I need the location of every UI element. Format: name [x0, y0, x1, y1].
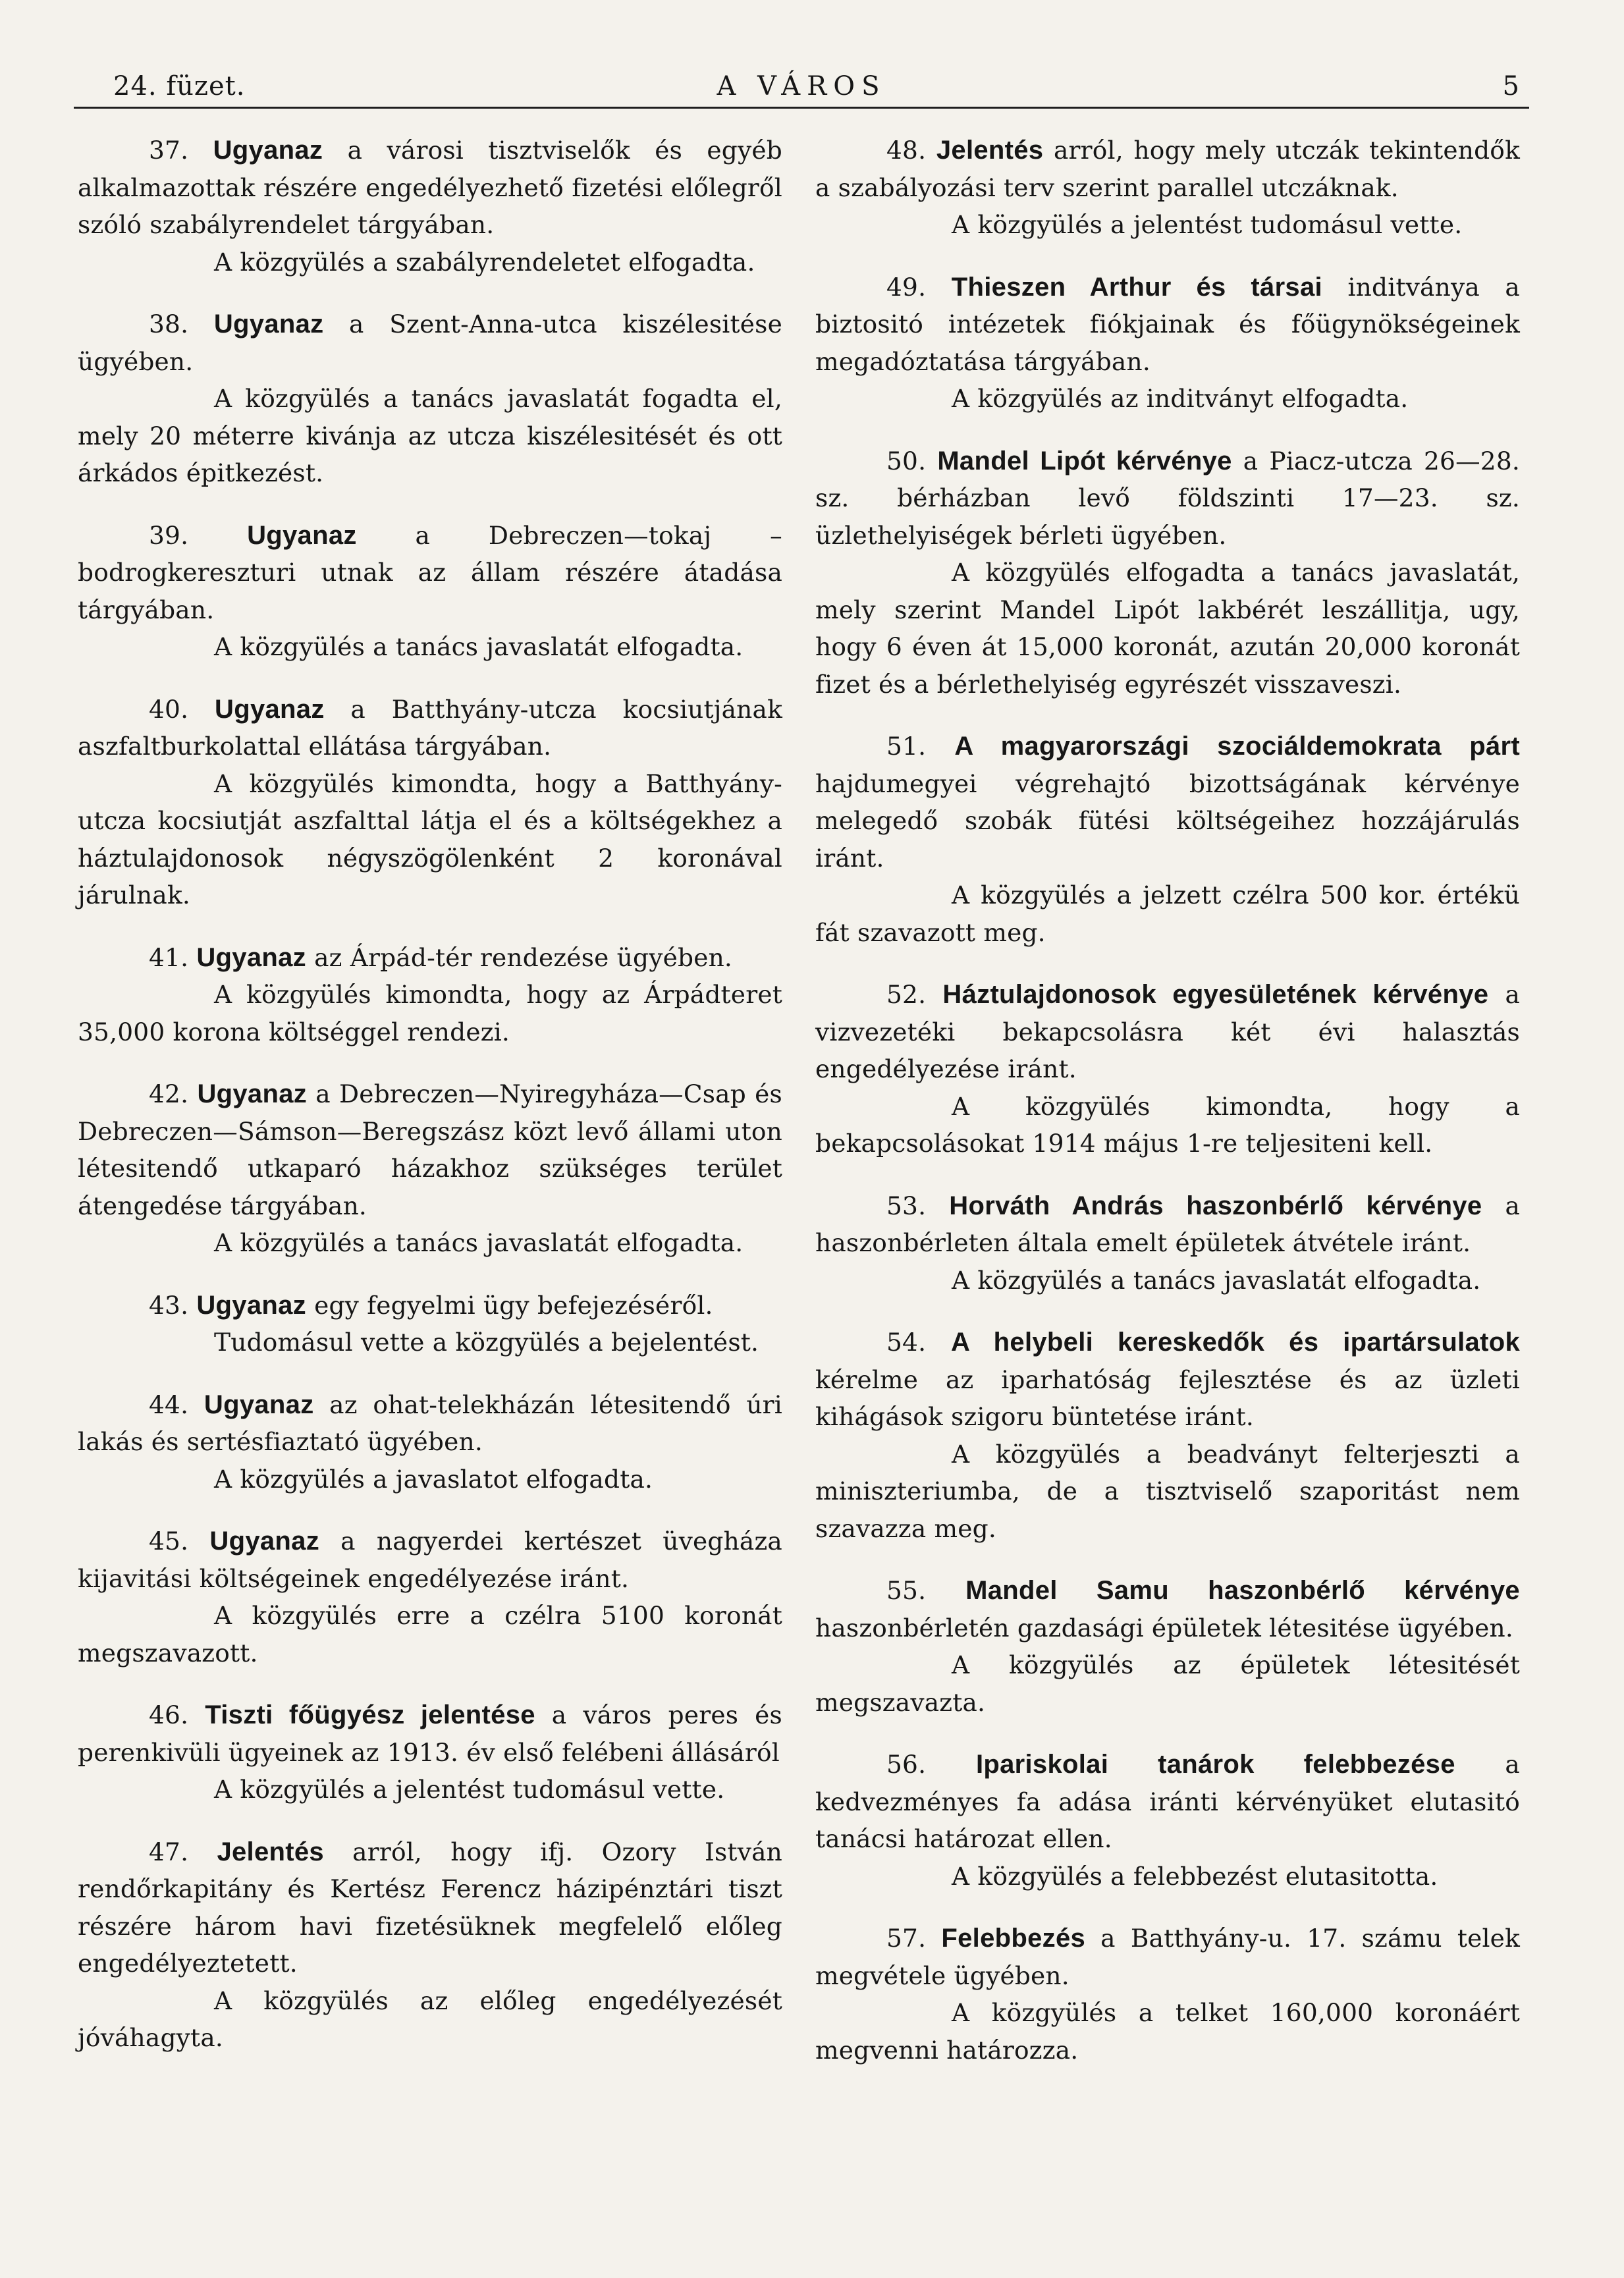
item-keyword: Ipariskolai tanárok felebbezése	[975, 1750, 1455, 1779]
item-keyword: Ugyanaz	[197, 1079, 308, 1108]
item-resolution: A közgyülés a jelentést tudomásul vette.	[952, 210, 1463, 239]
item-text: 48. Jelentés arról, hogy mely utczák tekintendők a szabályozási terv szerint parallel utczáknak.	[815, 136, 1521, 202]
item-text: 55. Mandel Samu haszonbérlő kérvénye haszonbérletén gazdasági épületek létesitése ügyében.	[815, 1576, 1520, 1642]
item-resolution: A közgyülés a tanács javaslatát elfogadta.	[214, 1228, 744, 1257]
item-text: 49. Thieszen Arthur és társai inditványa a biztositó intézetek fiókjainak és főügynökségeinek megadóztatása tárgyában.	[815, 272, 1520, 376]
item-text: 39. Ugyanaz a Debreczen—tokaj – bodrogkereszturi utnak az állam részére átadása tárgyában.	[78, 520, 782, 624]
item-keyword: Ugyanaz	[196, 942, 306, 972]
item-resolution: A közgyülés az előleg engedélyezését jóváhagyta.	[78, 1986, 782, 2052]
journal-title: A VÁROS	[717, 71, 886, 101]
item-resolution: A közgyülés a szabályrendeletet elfogadta.	[214, 247, 755, 277]
item-keyword: Tiszti főügyész jelentése	[205, 1700, 535, 1729]
agenda-item	[815, 132, 1520, 244]
agenda-item	[815, 976, 1520, 1162]
item-resolution: A közgyülés a javaslatot elfogadta.	[214, 1464, 653, 1494]
item-keyword: Ugyanaz	[247, 520, 357, 550]
item-resolution: A közgyülés az épületek létesitését megszavazta.	[815, 1650, 1520, 1717]
item-resolution: A közgyülés a felebbezést elutasitotta.	[952, 1861, 1438, 1891]
agenda-item	[815, 1324, 1520, 1547]
item-resolution: A közgyülés erre a czélra 5100 koronát megszavazott.	[78, 1601, 782, 1668]
left-column	[78, 132, 782, 2082]
agenda-item	[78, 1386, 782, 1498]
item-text: 44. Ugyanaz az ohat-telekházán létesitendő úri lakás és sertésfiaztató ügyében.	[78, 1390, 782, 1456]
item-text: 40. Ugyanaz a Batthyány-utcza kocsiutjának aszfaltburkolattal ellátása tárgyában.	[78, 694, 782, 761]
agenda-item	[78, 132, 782, 281]
right-column	[815, 132, 1520, 2094]
item-text: 37. Ugyanaz a városi tisztviselők és egyéb alkalmazottak részére engedélyezhető fizetési előlegről szóló szabályrendelet tárgyában.	[78, 136, 782, 239]
agenda-item	[78, 1075, 782, 1262]
item-resolution: A közgyülés az inditványt elfogadta.	[952, 384, 1409, 413]
page-number: 5	[1502, 71, 1520, 101]
item-keyword: Mandel Samu haszonbérlő kérvénye	[965, 1576, 1520, 1605]
item-keyword: Felebbezés	[941, 1924, 1086, 1953]
item-text: 43. Ugyanaz egy fegyelmi ügy befejezéséről.	[149, 1290, 713, 1320]
item-resolution: A közgyülés a tanács javaslatát elfogadta.	[214, 632, 744, 661]
item-text: 54. A helybeli kereskedők és ipartársulatok kérelme az iparhatóság fejlesztése és az üzleti kihágások szigoru büntetése iránt.	[815, 1328, 1520, 1431]
item-keyword: Jelentés	[217, 1837, 324, 1866]
item-keyword: Thieszen Arthur és társai	[951, 272, 1322, 302]
item-text: 50. Mandel Lipót kérvénye a Piacz-utcza 26—28. sz. bérházban levő földszinti 17—23. sz. üzlethelyiségek bérleti ügyében.	[815, 446, 1521, 550]
item-text: 52. Háztulajdonosok egyesületének kérvénye a vizvezetéki bekapcsolásra két évi halasztás engedélyezése iránt.	[815, 980, 1521, 1083]
item-keyword: Háztulajdonosok egyesületének kérvénye	[942, 980, 1489, 1009]
item-text: 47. Jelentés arról, hogy ifj. Ozory István rendőrkapitány és Kertész Ferencz házipénztári tiszt részére három havi fizetésüknek megfelelő előleg engedélyeztetett.	[78, 1837, 782, 1978]
item-text: 57. Felebbezés a Batthyány-u. 17. számu telek megvétele ügyében.	[815, 1924, 1520, 1990]
item-keyword: Ugyanaz	[215, 694, 325, 724]
item-resolution: A közgyülés kimondta, hogy az Árpádteret 35,000 korona költséggel rendezi.	[78, 980, 782, 1046]
item-resolution: A közgyülés elfogadta a tanács javaslatát, mely szerint Mandel Lipót lakbérét leszállitja, ugy, hogy 6 éven át 15,000 koronát, azután 20,000 koronát fizet és a bérlethelyiség egyrészét visszaveszi.	[815, 558, 1520, 699]
agenda-item	[815, 1920, 1520, 2069]
item-text: 46. Tiszti főügyész jelentése a város peres és perenkivüli ügyeinek az 1913. év első felébeni állásáról	[78, 1700, 782, 1767]
agenda-item	[815, 443, 1520, 703]
agenda-item	[815, 269, 1520, 418]
agenda-item	[78, 1696, 782, 1808]
agenda-item	[78, 306, 782, 492]
item-text: 38. Ugyanaz a Szent-Anna-utca kiszélesitése ügyében.	[78, 310, 782, 376]
item-keyword: Ugyanaz	[209, 1527, 320, 1556]
agenda-item	[78, 691, 782, 914]
item-keyword: Jelentés	[936, 136, 1044, 165]
item-text: 56. Ipariskolai tanárok felebbezése a kedvezményes fa adása iránti kérvényüket elutasitó tanácsi határozat ellen.	[815, 1750, 1520, 1853]
agenda-item	[78, 1833, 782, 2057]
item-resolution: Tudomásul vette a közgyülés a bejelentést.	[214, 1328, 759, 1357]
item-resolution: A közgyülés kimondta, hogy a Batthyány-utcza kocsiutját aszfalttal látja el és a költségekhez a háztulajdonosok négyszögölenként 2 koronával járulnak.	[78, 769, 782, 909]
agenda-item	[78, 939, 782, 1051]
item-resolution: A közgyülés a tanács javaslatát elfogadta.	[952, 1265, 1481, 1295]
item-resolution: A közgyülés a beadványt felterjeszti a miniszteriumba, de a tisztviselő szaporitást nem szavazza meg.	[815, 1439, 1520, 1543]
item-keyword: Ugyanaz	[213, 136, 323, 165]
agenda-item	[815, 1187, 1520, 1299]
issue-label: 24. füzet.	[113, 71, 246, 101]
item-resolution: A közgyülés a telket 160,000 koronáért megvenni határozza.	[815, 1998, 1520, 2065]
item-keyword: Horváth András haszonbérlő kérvénye	[949, 1191, 1482, 1220]
item-text: 51. A magyarországi szociáldemokrata párt hajdumegyei végrehajtó bizottságának kérvénye melegedő szobák fütési költségeihez hozzájárulás iránt.	[815, 732, 1520, 873]
item-resolution: A közgyülés a jelentést tudomásul vette.	[214, 1775, 725, 1804]
agenda-item	[78, 517, 782, 666]
item-text: 53. Horváth András haszonbérlő kérvénye a haszonbérleten általa emelt épületek átvétele iránt.	[815, 1191, 1520, 1257]
item-text: 41. Ugyanaz az Árpád-tér rendezése ügyében.	[149, 942, 733, 972]
item-resolution: A közgyülés a tanács javaslatát fogadta el, mely 20 méterre kivánja az utcza kiszélesitését és ott árkádos épitkezést.	[78, 384, 782, 487]
item-resolution: A közgyülés kimondta, hogy a bekapcsolásokat 1914 május 1-re teljesiteni kell.	[815, 1091, 1520, 1158]
item-keyword: Ugyanaz	[213, 310, 324, 339]
agenda-item	[815, 1746, 1520, 1895]
agenda-item	[78, 1287, 782, 1361]
item-resolution: A közgyülés a jelzett czélra 500 kor. értékü fát szavazott meg.	[815, 881, 1520, 947]
item-keyword: Ugyanaz	[196, 1290, 306, 1320]
item-keyword: Mandel Lipót kérvénye	[937, 446, 1232, 475]
agenda-item	[815, 728, 1520, 951]
page-header	[74, 66, 1529, 109]
item-text: 45. Ugyanaz a nagyerdei kertészet üvegháza kijavitási költségeinek engedélyezése iránt.	[78, 1527, 782, 1593]
agenda-item	[78, 1523, 782, 1671]
item-text: 42. Ugyanaz a Debreczen—Nyiregyháza—Csap és Debreczen—Sámson—Beregszász közt levő állami uton létesitendő utkaparó házakhoz szükséges terület átengedése tárgyában.	[78, 1079, 782, 1220]
agenda-item	[815, 1572, 1520, 1721]
item-keyword: A helybeli kereskedők és ipartársulatok	[950, 1328, 1520, 1357]
item-keyword: A magyarországi szociáldemokrata párt	[954, 732, 1520, 761]
item-keyword: Ugyanaz	[203, 1390, 314, 1419]
